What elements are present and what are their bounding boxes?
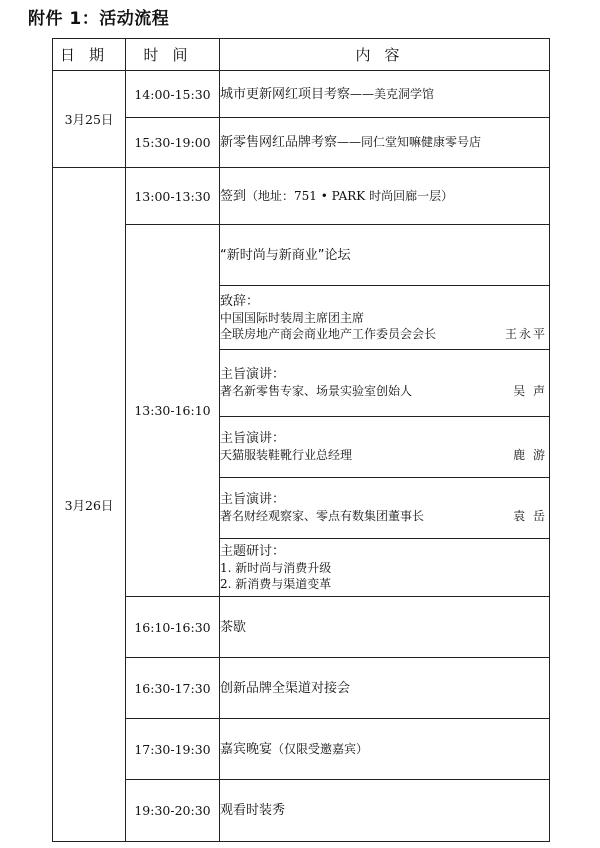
item-detail: （地址：751 • PARK 时尚回廊一层） [246,188,454,203]
keynote-speaker: 袁 岳 [513,509,547,523]
content-cell [220,719,550,780]
item-title: 签到 [220,188,247,204]
time-cell: 15:30-19:00 [126,118,220,168]
table-row [53,658,550,719]
content-cell [220,780,550,842]
header-time: 时间 [126,39,220,71]
header-date: 日期 [53,39,126,71]
time-cell: 16:10-16:30 [126,597,220,658]
time-cell: 14:00-15:30 [126,71,220,118]
item-detail: ——同仁堂知嘛健康零号店 [337,135,482,149]
table-row [53,71,550,118]
content-cell [220,597,550,658]
date-cell-day2: 3月26日 [53,168,126,842]
keynote-cell [220,350,550,417]
item-title: 创新品牌全渠道对接会 [220,680,351,696]
item-detail: （仅限受邀嘉宾） [272,741,369,756]
content-cell [220,71,550,118]
page-title: 附件 1：活动流程 [28,9,170,29]
forum-title: “新时尚与新商业”论坛 [220,247,351,263]
keynote-label: 主旨演讲： [220,367,286,382]
welcome-line2: 全联房地产商会商业地产工作委员会会长 [220,326,437,341]
welcome-label: 致辞： [220,293,260,309]
keynote-label: 主旨演讲： [220,431,286,446]
header-content: 内容 [220,39,550,71]
schedule-table [52,38,550,842]
keynote-speaker: 吴 声 [513,384,547,398]
item-title: 城市更新网红项目考察 [220,86,351,102]
item-detail: ——美克洞学馆 [350,86,435,101]
date-cell-day1: 3月25日 [53,71,126,168]
welcome-line1: 中国国际时装周主席团主席 [220,310,365,325]
keynote-cell [220,417,550,478]
time-cell-forum: 13:30-16:10 [126,225,220,597]
welcome-cell [220,286,550,350]
discussion-item: 2. 新消费与渠道变革 [220,576,332,591]
table-row [53,168,550,225]
time-cell: 19:30-20:30 [126,780,220,842]
item-title: 茶歇 [220,619,247,635]
time-cell: 13:00-13:30 [126,168,220,225]
content-cell [220,168,550,225]
table-row [53,225,550,286]
discussion-item: 1. 新时尚与消费升级 [220,560,332,575]
table-row [53,780,550,842]
forum-title-cell [220,225,550,286]
time-cell: 17:30-19:30 [126,719,220,780]
table-header-row [53,39,550,71]
time-cell: 16:30-17:30 [126,658,220,719]
keynote-cell [220,478,550,539]
keynote-role: 天猫服装鞋靴行业总经理 [220,448,353,462]
content-cell [220,118,550,168]
content-cell [220,658,550,719]
keynote-role: 著名新零售专家、场景实验室创始人 [220,384,413,398]
table-row [53,597,550,658]
item-title: 嘉宾晚宴 [220,741,273,757]
item-title: 观看时装秀 [220,803,286,818]
keynote-label: 主旨演讲： [220,492,286,507]
table-row [53,118,550,168]
keynote-speaker: 鹿 游 [513,448,547,462]
item-title: 新零售网红品牌考察 [220,135,338,150]
keynote-role: 著名财经观察家、零点有数集团董事长 [220,509,425,523]
discussion-cell [220,539,550,597]
welcome-speaker: 王永平 [504,326,547,341]
discussion-label: 主题研讨： [220,543,286,559]
table-row [53,719,550,780]
